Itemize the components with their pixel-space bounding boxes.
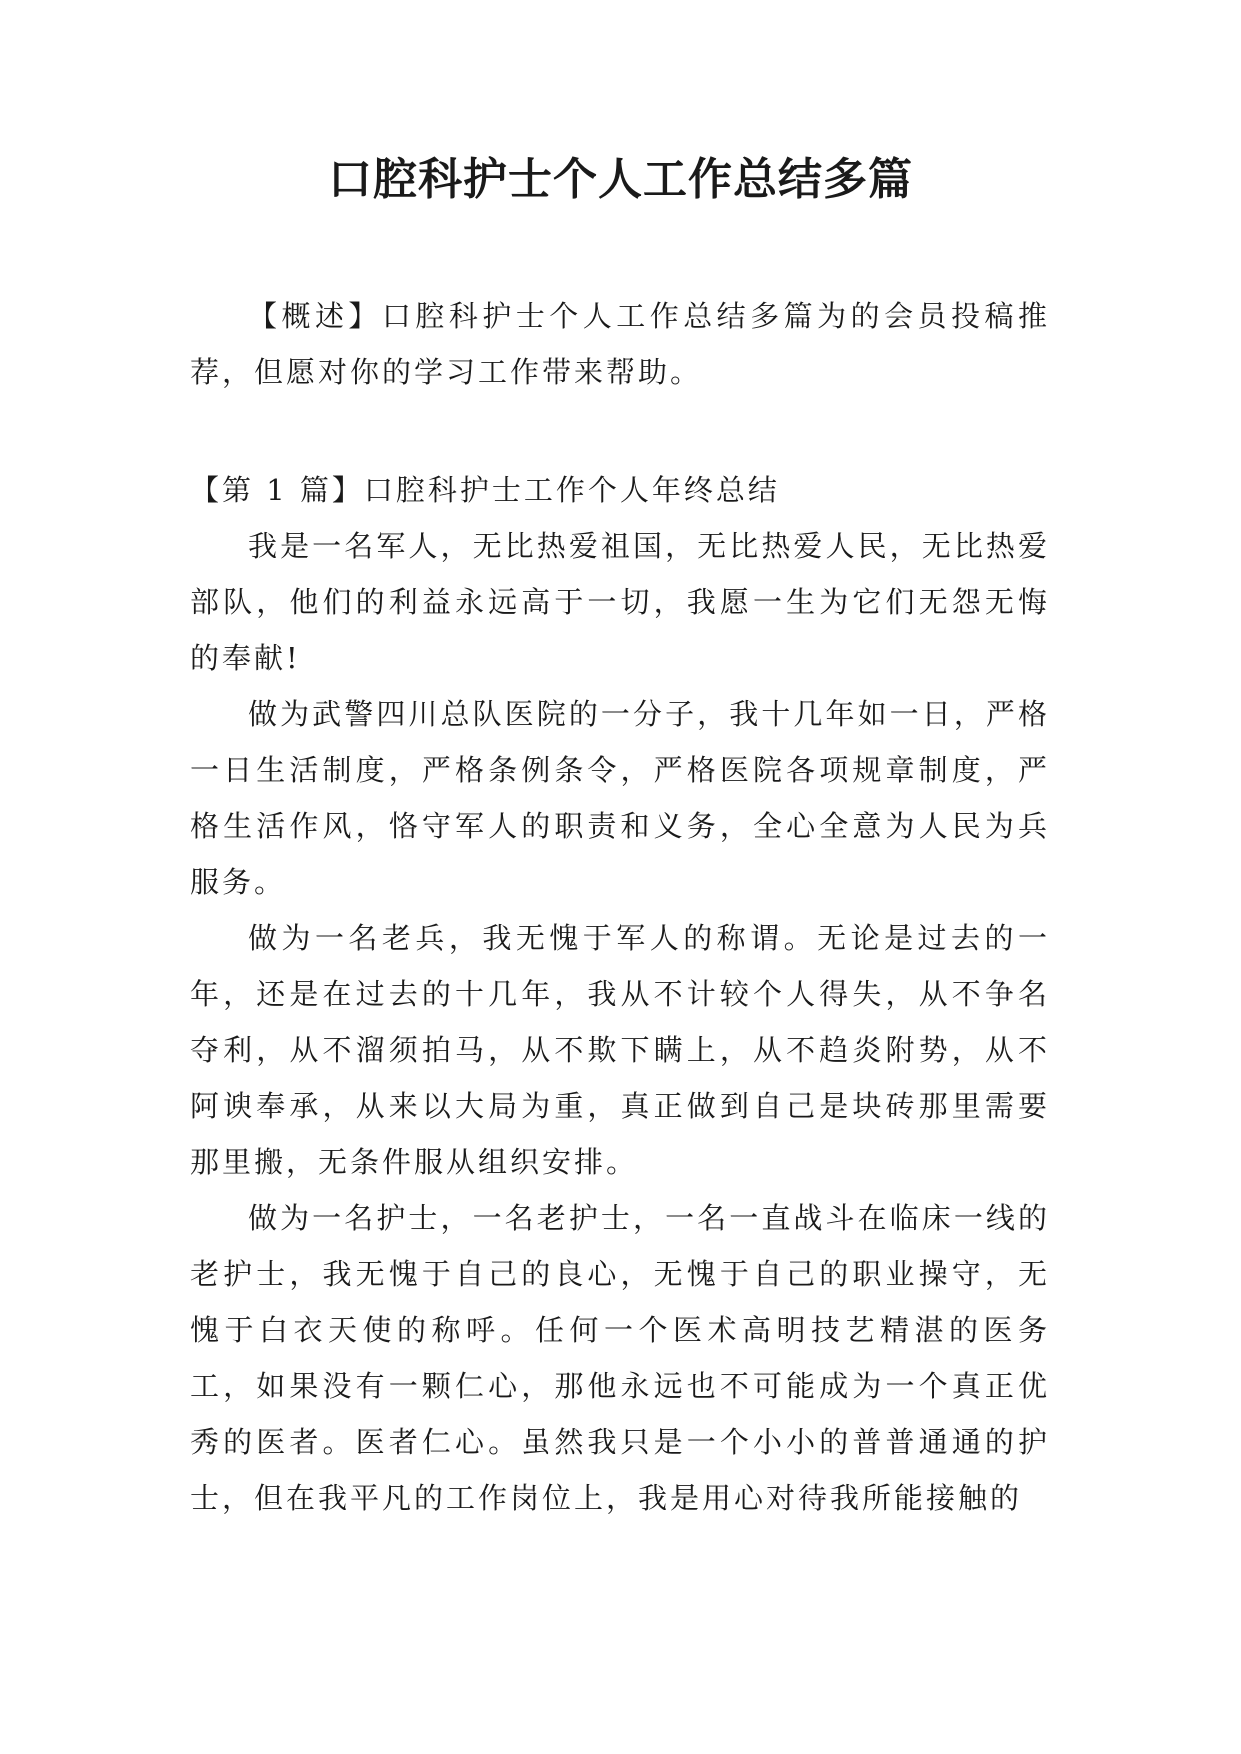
section-1-heading: 【第 1 篇】口腔科护士工作个人年终总结 xyxy=(190,473,780,507)
document-title: 口腔科护士个人工作总结多篇 xyxy=(328,154,913,205)
summary-paragraph: 【概述】口腔科护士个人工作总结多篇为的会员投稿推荐，但愿对你的学习工作带来帮助。 xyxy=(190,299,1050,389)
paragraph: 做为武警四川总队医院的一分子，我十几年如一日，严格一日生活制度，严格条例条令，严格医院各项规章制度，严格生活作风，恪守军人的职责和义务，全心全意为人民为兵服务。 xyxy=(190,697,1050,899)
paragraph: 做为一名老兵，我无愧于军人的称谓。无论是过去的一年，还是在过去的十几年，我从不计较个人得失，从不争名夺利，从不溜须拍马，从不欺下瞒上，从不趋炎附势，从不阿谀奉承，从来以大局为重，真正做到自己是块砖那里需要那里搬，无条件服从组织安排。 xyxy=(190,921,1050,1179)
paragraph: 做为一名护士，一名老护士，一名一直战斗在临床一线的老护士，我无愧于自己的良心，无愧于自己的职业操守，无愧于白衣天使的称呼。任何一个医术高明技艺精湛的医务工，如果没有一颗仁心，那他永远也不可能成为一个真正优秀的医者。医者仁心。虽然我只是一个小小的普普通通的护士，但在我平凡的工作岗位上，我是用心对待我所能接触的 xyxy=(190,1201,1050,1515)
paragraph: 我是一名军人，无比热爱祖国，无比热爱人民，无比热爱部队，他们的利益永远高于一切，我愿一生为它们无怨无悔的奉献! xyxy=(190,529,1050,675)
section-1 xyxy=(190,462,1050,1526)
summary-block xyxy=(190,288,1050,400)
